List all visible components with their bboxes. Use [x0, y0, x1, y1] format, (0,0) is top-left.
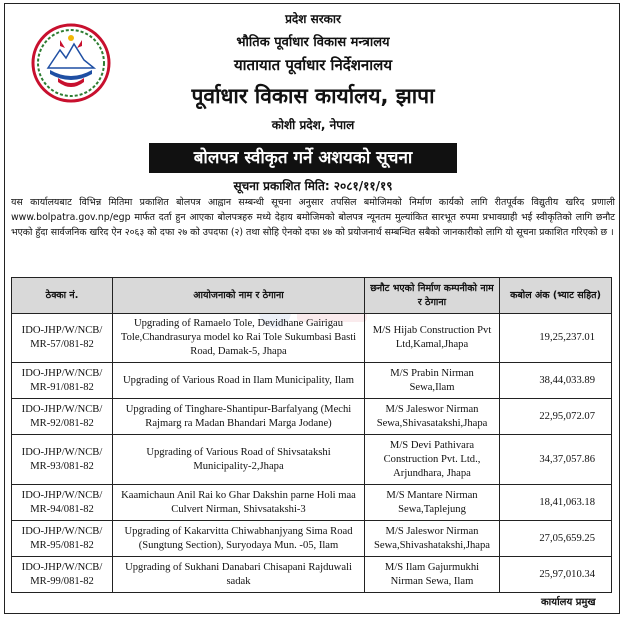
company-name: M/S Prabin Nirman Sewa,Ilam — [365, 363, 500, 399]
company-name: M/S Ilam Gajurmukhi Nirman Sewa, Ilam — [365, 557, 500, 593]
bid-amount: 18,41,063.18 — [500, 485, 612, 521]
table-row — [12, 363, 612, 399]
project-name: Upgrading of Sukhani Danabari Chisapani Rajduwali sadak — [113, 557, 365, 593]
company-name: M/S Devi Pathivara Construction Pvt. Ltd., Arjundhara, Jhapa — [365, 435, 500, 485]
header-company: छनौट भएको निर्माण कम्पनीको नाम र ठेगाना — [365, 278, 500, 314]
company-name: M/S Jaleswor Nirman Sewa,Shivashatakshi,Jhapa — [365, 521, 500, 557]
intro-paragraph: यस कार्यालयबाट विभिन्न मितिमा प्रकाशित बोलपत्र आह्वान सम्बन्धी सूचना अनुसार तपसिल बमोजिमको निर्माण कार्यको लागि रीतपूर्वक विद्युतीय खरिद प्रणाली www.bolpatra.gov.np/egp मार्फत दर्ता हुन आएका बोलपत्रहरु मध्ये देहाय बमोजिमको बोलपत्र न्यूनतम मुल्यांकित सारभूत रुपमा प्रभावग्राही भई स्वीकृतिको लागि छनौट भएको हुँदा सार्वजनिक खरिद ऐन २०६३ को दफा २७ को उपदफा (२) तथा सोहि ऐनको दफा ४७ को प्रयोजनार्थ सम्बन्धित सबैको जानकारीको लागि यो सूचना प्रकाशित गरिएको छ । — [11, 197, 615, 238]
project-name: Upgrading of Ramaelo Tole, Devidhane Gairigau Tole,Chandrasurya model ko Rai Tole Sukumbasi Basti Road, Damak-5, Jhapa — [113, 314, 365, 363]
table-row — [12, 399, 612, 435]
table-row — [12, 435, 612, 485]
company-name: M/S Mantare Nirman Sewa,Taplejung — [365, 485, 500, 521]
publish-date: सूचना प्रकाशित मिति: २०८१/११/१९ — [233, 179, 393, 193]
header-directorate: यातायात पूर्वाधार निर्देशनालय — [233, 56, 393, 74]
contract-no: IDO-JHP/W/NCB/ MR-93/081-82 — [12, 435, 113, 485]
table-row — [12, 314, 612, 363]
project-name: Upgrading of Various Road of Shivsatakshi Municipality-2,Jhapa — [113, 435, 365, 485]
project-name: Kaamichaun Anil Rai ko Ghar Dakshin parne Holi maa Culvert Nirman, Shivsatakshi-3 — [113, 485, 365, 521]
contract-no: IDO-JHP/W/NCB/ MR-94/081-82 — [12, 485, 113, 521]
table-row — [12, 521, 612, 557]
company-name: M/S Hijab Construction Pvt Ltd,Kamal,Jhapa — [365, 314, 500, 363]
project-name: Upgrading of Tinghare-Shantipur-Barfalyang (Mechi Rajmarg ra Madan Bhandari Marga Jodane) — [113, 399, 365, 435]
header-location: कोशी प्रदेश, नेपाल — [271, 118, 355, 132]
project-name: Upgrading of Various Road in Ilam Municipality, Ilam — [113, 363, 365, 399]
bid-amount: 27,05,659.25 — [500, 521, 612, 557]
header-ministry: भौतिक पूर्वाधार विकास मन्त्रालय — [236, 35, 390, 50]
bid-amount: 25,97,010.34 — [500, 557, 612, 593]
header-office: पूर्वाधार विकास कार्यालय, झापा — [191, 84, 435, 108]
award-table — [11, 277, 612, 593]
contract-no: IDO-JHP/W/NCB/ MR-57/081-82 — [12, 314, 113, 363]
project-name: Upgrading of Kakarvitta Chiwabhanjyang Sima Road (Sungtung Section), Suryodaya Mun. -05, Ilam — [113, 521, 365, 557]
bid-amount: 22,95,072.07 — [500, 399, 612, 435]
header-amount: कबोल अंक (भ्याट सहित) — [500, 278, 612, 314]
notice-title: बोलपत्र स्वीकृत गर्ने अशयको सूचना — [149, 143, 457, 173]
contract-no: IDO-JHP/W/NCB/ MR-92/081-82 — [12, 399, 113, 435]
company-name: M/S Jaleswor Nirman Sewa,Shivasatakshi,Jhapa — [365, 399, 500, 435]
bid-amount: 34,37,057.86 — [500, 435, 612, 485]
header-project: आयोजनाको नाम र ठेगाना — [113, 278, 365, 314]
table-row — [12, 557, 612, 593]
header-contract-no: ठेक्का नं. — [12, 278, 113, 314]
office-chief-signature: कार्यालय प्रमुख — [541, 597, 596, 608]
header-government: प्रदेश सरकार — [285, 12, 341, 26]
contract-no: IDO-JHP/W/NCB/ MR-99/081-82 — [12, 557, 113, 593]
table-row — [12, 485, 612, 521]
bid-amount: 38,44,033.89 — [500, 363, 612, 399]
contract-no: IDO-JHP/W/NCB/ MR-91/081-82 — [12, 363, 113, 399]
contract-no: IDO-JHP/W/NCB/ MR-95/081-82 — [12, 521, 113, 557]
table-header-row — [12, 278, 612, 314]
bid-amount: 19,25,237.01 — [500, 314, 612, 363]
